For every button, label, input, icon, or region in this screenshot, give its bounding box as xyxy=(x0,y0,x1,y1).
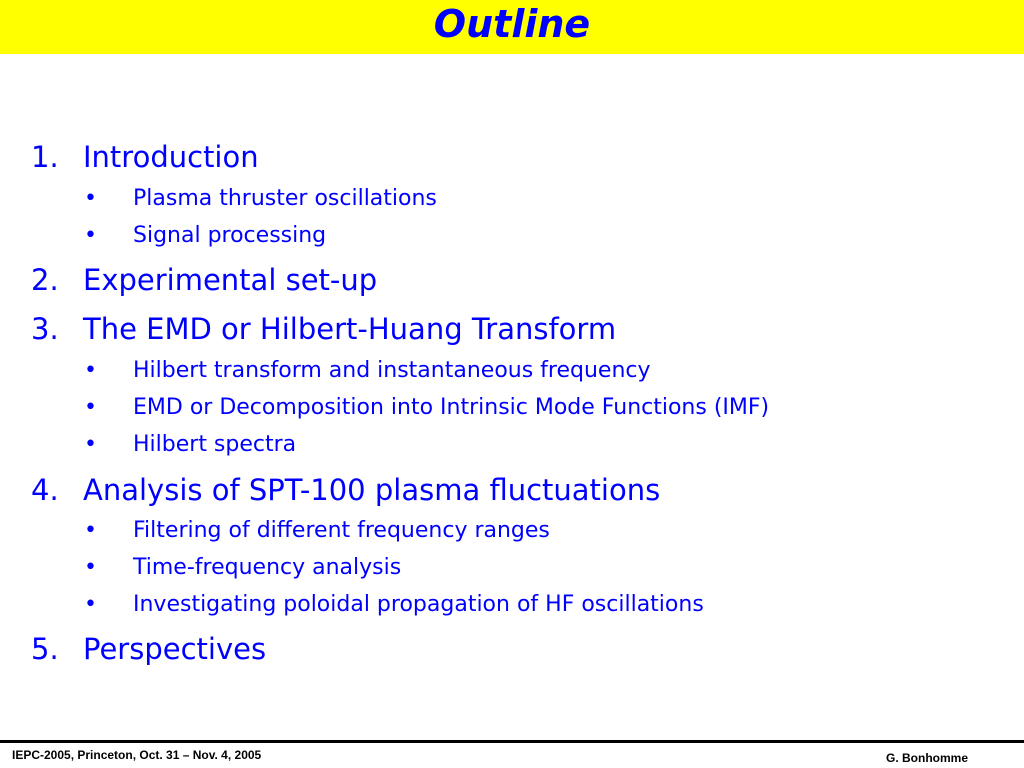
bullet-icon: • xyxy=(84,555,97,580)
bullet-icon: • xyxy=(84,395,97,420)
subitem-text: EMD or Decomposition into Intrinsic Mode Functions (IMF) xyxy=(133,395,770,420)
bullet-icon: • xyxy=(84,223,97,248)
footer-conference: IEPC-2005, Princeton, Oct. 31 – Nov. 4, 2005 xyxy=(12,748,262,762)
subitem-text: Plasma thruster oscillations xyxy=(133,186,437,211)
subitem-text: Hilbert spectra xyxy=(133,432,297,457)
footer-divider xyxy=(0,740,1024,743)
bullet-icon: • xyxy=(84,186,97,211)
subitem-text: Filtering of different frequency ranges xyxy=(133,518,550,543)
item-number: 2. xyxy=(31,263,59,297)
bullet-icon: • xyxy=(84,592,97,617)
bullet-icon: • xyxy=(84,518,97,543)
item-number: 5. xyxy=(31,632,59,666)
slide-title: Outline xyxy=(433,2,591,46)
subitem-text: Time-frequency analysis xyxy=(133,555,402,580)
item-text: Perspectives xyxy=(83,632,267,666)
item-number: 3. xyxy=(31,312,59,346)
subitem-text: Signal processing xyxy=(133,223,327,248)
item-text: Analysis of SPT-100 plasma fluctuations xyxy=(83,473,661,507)
subitem-text: Investigating poloidal propagation of HF oscillations xyxy=(133,592,704,617)
subitem-text: Hilbert transform and instantaneous frequency xyxy=(133,358,651,383)
item-number: 1. xyxy=(31,140,59,174)
item-number: 4. xyxy=(31,473,59,507)
item-text: Introduction xyxy=(83,140,259,174)
bullet-icon: • xyxy=(84,432,97,457)
item-text: The EMD or Hilbert-Huang Transform xyxy=(83,312,617,346)
footer-author: G. Bonhomme xyxy=(885,751,968,765)
bullet-icon: • xyxy=(84,358,97,383)
item-text: Experimental set-up xyxy=(83,263,378,297)
